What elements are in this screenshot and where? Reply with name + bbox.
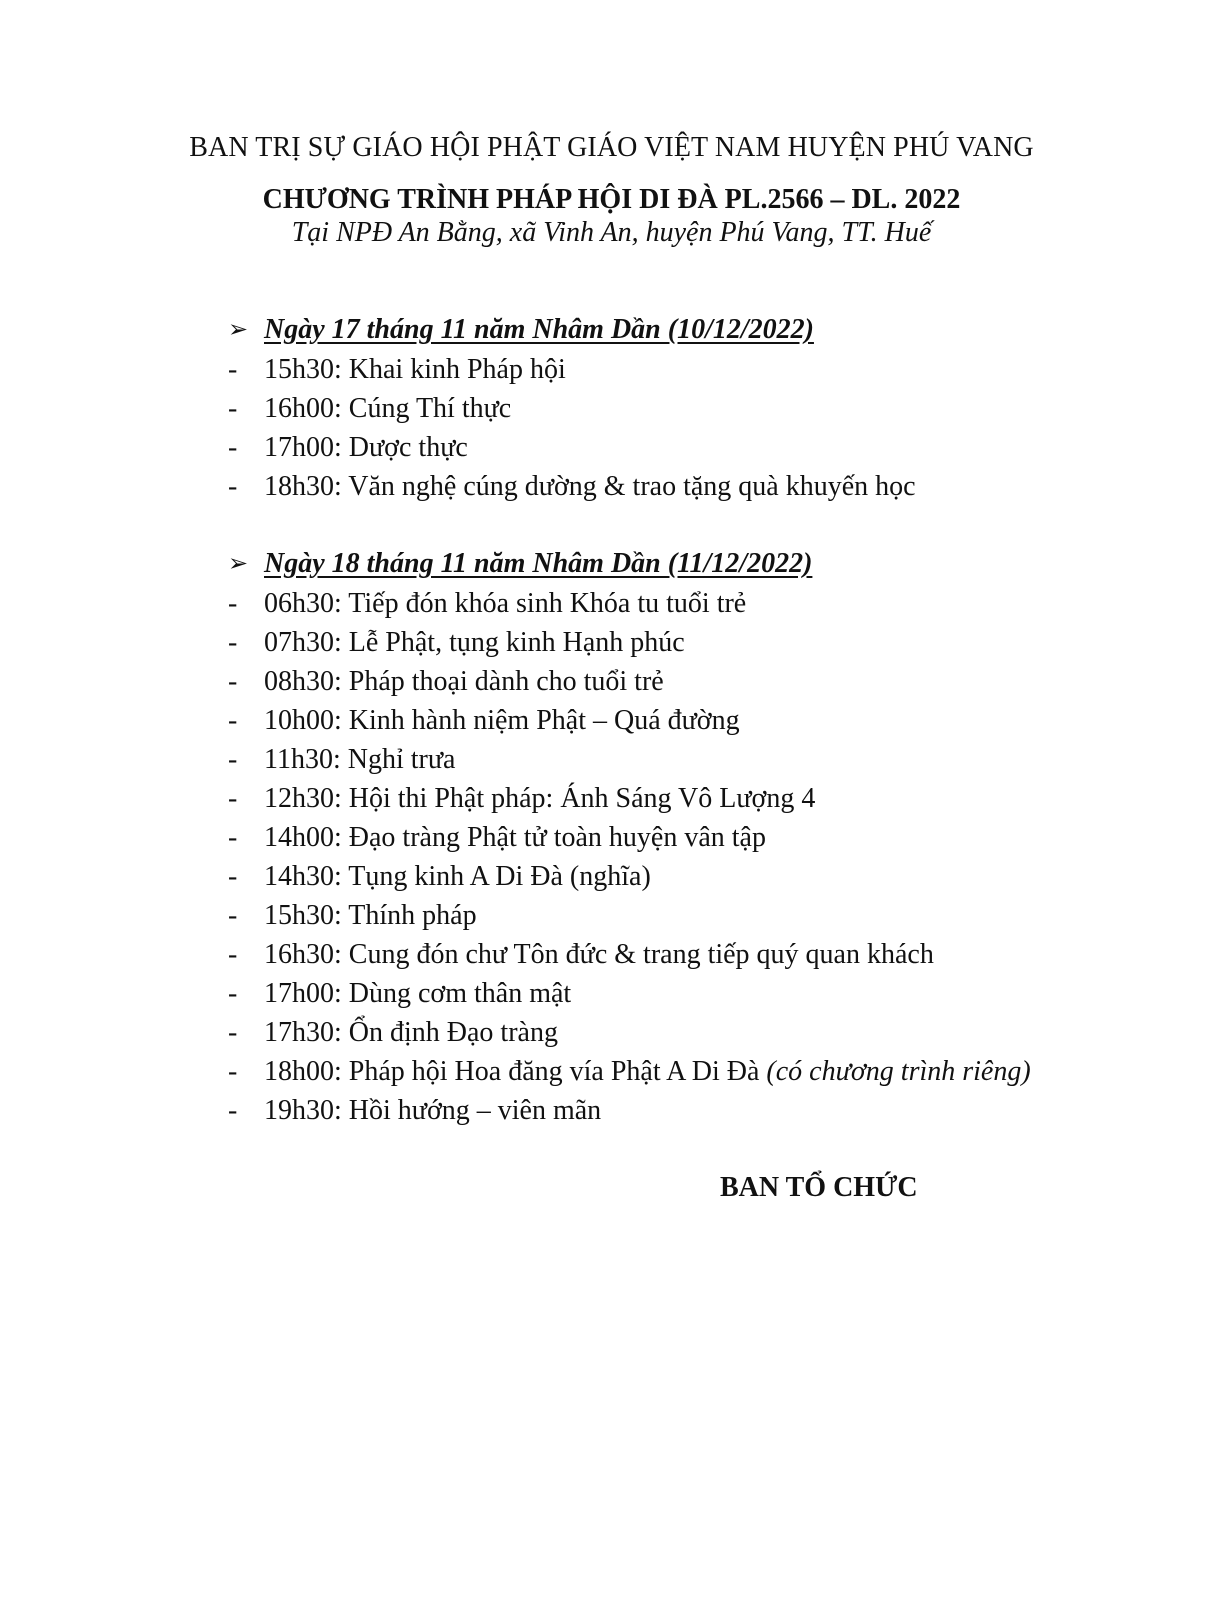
schedule-item-text: 17h00: Dược thực <box>264 432 468 463</box>
schedule-item <box>228 701 1128 740</box>
schedule-item-text: 17h00: Dùng cơm thân mật <box>264 978 572 1009</box>
dash-marker: - <box>228 939 238 970</box>
dash-marker: - <box>228 705 238 736</box>
schedule-item-text: 18h30: Văn nghệ cúng dường & trao tặng quà khuyến học <box>264 471 916 502</box>
dash-marker: - <box>228 471 238 502</box>
schedule-item-text: 08h30: Pháp thoại dành cho tuổi trẻ <box>264 666 664 697</box>
schedule-item-text: 14h30: Tụng kinh A Di Đà (nghĩa) <box>264 861 651 892</box>
dash-marker: - <box>228 393 238 424</box>
schedule-item-text: 06h30: Tiếp đón khóa sinh Khóa tu tuổi trẻ <box>264 588 747 619</box>
dash-marker: - <box>228 588 238 619</box>
arrow-bullet-icon: ➢ <box>228 317 249 343</box>
schedule-item <box>228 740 1128 779</box>
dash-marker: - <box>228 1095 238 1126</box>
schedule-item <box>228 1052 1128 1091</box>
document-subtitle: Tại NPĐ An Bằng, xã Vinh An, huyện Phú Vang, TT. Huế <box>291 217 932 248</box>
arrow-bullet-icon: ➢ <box>228 551 249 577</box>
schedule-item <box>228 935 1128 974</box>
dash-marker: - <box>228 822 238 853</box>
schedule-item <box>228 467 1128 506</box>
schedule-item-text: 15h30: Khai kinh Pháp hội <box>264 354 566 385</box>
schedule-item-text: 19h30: Hồi hướng – viên mãn <box>264 1095 602 1126</box>
schedule-item-text: 11h30: Nghỉ trưa <box>264 744 456 775</box>
day-heading <box>228 544 1128 584</box>
dash-marker: - <box>228 1017 238 1048</box>
schedule-item-text: 07h30: Lễ Phật, tụng kinh Hạnh phúc <box>264 627 685 658</box>
day-section-1 <box>228 310 1128 506</box>
dash-marker: - <box>228 354 238 385</box>
schedule-item <box>228 779 1128 818</box>
dash-marker: - <box>228 861 238 892</box>
dash-marker: - <box>228 978 238 1009</box>
schedule-item <box>228 974 1128 1013</box>
schedule-item <box>228 857 1128 896</box>
schedule-item-text: 14h00: Đạo tràng Phật tử toàn huyện vân tập <box>264 822 766 853</box>
schedule-item-text: 12h30: Hội thi Phật pháp: Ánh Sáng Vô Lượng 4 <box>264 783 816 814</box>
schedule-item <box>228 896 1128 935</box>
document-title: CHƯƠNG TRÌNH PHÁP HỘI DI ĐÀ PL.2566 – DL. 2022 <box>262 184 961 215</box>
schedule-item-text: 15h30: Thính pháp <box>264 900 477 931</box>
day-heading-text: Ngày 17 tháng 11 năm Nhâm Dần (10/12/2022) <box>264 314 814 345</box>
dash-marker: - <box>228 1056 238 1087</box>
dash-marker: - <box>228 744 238 775</box>
schedule-item-text: 16h30: Cung đón chư Tôn đức & trang tiếp quý quan khách <box>264 939 934 970</box>
schedule-item <box>228 1013 1128 1052</box>
schedule-item <box>228 623 1128 662</box>
dash-marker: - <box>228 783 238 814</box>
schedule-item <box>228 350 1128 389</box>
schedule-item <box>228 428 1128 467</box>
schedule-item <box>228 584 1128 623</box>
schedule-item-text: 10h00: Kinh hành niệm Phật – Quá đường <box>264 705 740 736</box>
dash-marker: - <box>228 900 238 931</box>
schedule-item <box>228 662 1128 701</box>
signature-organizers: BAN TỔ CHỨC <box>720 1172 918 1203</box>
schedule-item-text: 17h30: Ổn định Đạo tràng <box>264 1017 558 1048</box>
schedule-item <box>228 1091 1128 1130</box>
schedule-item <box>228 818 1128 857</box>
organization-line: BAN TRỊ SỰ GIÁO HỘI PHẬT GIÁO VIỆT NAM HUYỆN PHÚ VANG <box>189 132 1034 163</box>
dash-marker: - <box>228 666 238 697</box>
dash-marker: - <box>228 432 238 463</box>
schedule-item-note: (có chương trình riêng) <box>766 1056 1031 1087</box>
dash-marker: - <box>228 627 238 658</box>
schedule-item-text: 18h00: Pháp hội Hoa đăng vía Phật A Di Đà <box>264 1056 767 1087</box>
schedule-item-text: 16h00: Cúng Thí thực <box>264 393 512 424</box>
schedule-item <box>228 389 1128 428</box>
day-section-2 <box>228 544 1128 1130</box>
day-heading-text: Ngày 18 tháng 11 năm Nhâm Dần (11/12/2022) <box>264 548 813 579</box>
day-heading <box>228 310 1128 350</box>
